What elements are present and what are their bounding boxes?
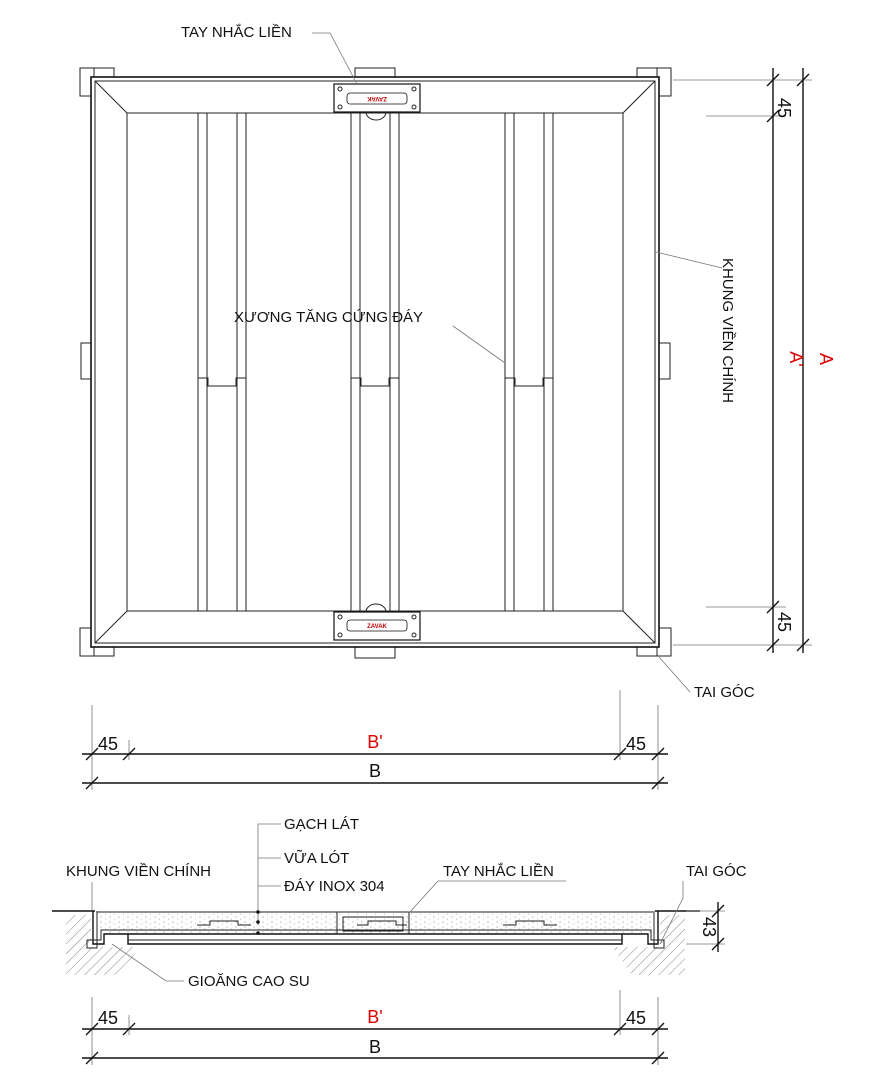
- dim-bottom-right: 45: [626, 734, 647, 754]
- dim-section-inner: B': [367, 1007, 383, 1027]
- dim-bottom-outer: B: [368, 761, 382, 781]
- label-handle: TAY NHẮC LIỀN: [181, 24, 292, 41]
- dim-right-top: 45: [774, 98, 794, 119]
- label-mortar: VỮA LÓT: [284, 850, 350, 867]
- label-section-ear: TAI GÓC: [686, 863, 747, 880]
- label-ribs: XƯƠNG TĂNG CỨNG ĐÁY: [234, 309, 424, 326]
- plan-view: [80, 23, 755, 701]
- handle-bottom-logo: ZAVAK: [367, 624, 387, 630]
- label-section-frame: KHUNG VIỀN CHÍNH: [66, 863, 212, 880]
- dim-bottom-left: 45: [98, 734, 119, 754]
- main-frame-outer: [91, 77, 659, 647]
- section-dimensions: [82, 990, 668, 1065]
- dim-right-inner: A': [786, 351, 806, 367]
- handle-top-logo: ZAVAK: [367, 95, 387, 101]
- section-view: [52, 816, 747, 990]
- label-frame: KHUNG VIỀN CHÍNH: [719, 258, 736, 404]
- label-section-handle: TAY NHẮC LIỀN: [443, 863, 554, 880]
- dim-right-outer: A: [816, 352, 836, 366]
- dim-section-outer: B: [368, 1037, 382, 1057]
- label-tile: GẠCH LÁT: [284, 816, 360, 833]
- dim-section-left: 45: [98, 1008, 119, 1028]
- label-gasket: GIOĂNG CAO SU: [188, 973, 310, 990]
- label-base: ĐÁY INOX 304: [284, 878, 385, 895]
- dim-section-right: 45: [626, 1008, 647, 1028]
- dim-section-height: 43: [699, 917, 719, 938]
- dim-right-bottom: 45: [774, 612, 794, 633]
- dim-bottom-inner: B': [367, 732, 383, 752]
- label-ear: TAI GÓC: [694, 684, 755, 701]
